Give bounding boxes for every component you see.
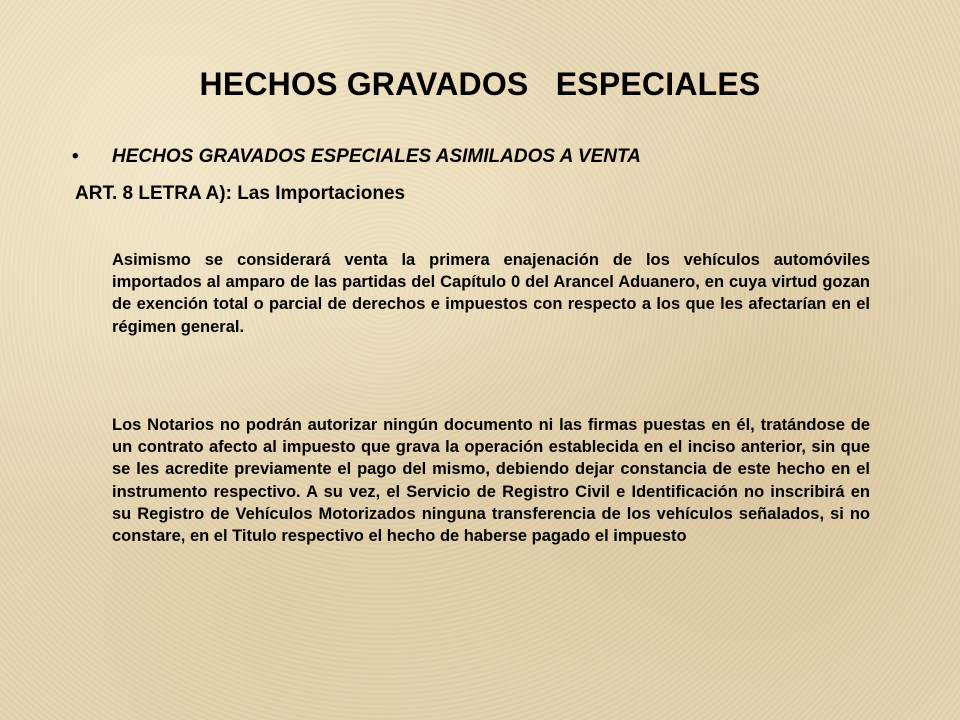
bullet-text: HECHOS GRAVADOS ESPECIALES ASIMILADOS A VENTA bbox=[112, 146, 641, 167]
bullet-marker: • bbox=[72, 146, 79, 167]
paragraph-2: Los Notarios no podrán autorizar ningún documento ni las firmas puestas en él, tratándose de un contrato afecto al impuesto que grava la operación establecida en el inciso anterior, sin que se les acredite previamente el pago del mismo, debiendo dejar constancia de este hecho en el instrumento respectivo. A su vez, el Servicio de Registro Civil e Identificación no inscribirá en su Registro de Vehículos Motorizados ninguna transferencia de los vehículos señalados, si no constare, en el Titulo respectivo el hecho de haberse pagado el impuesto bbox=[112, 416, 870, 546]
bullet-item bbox=[72, 146, 892, 168]
article-heading: ART. 8 LETRA A): Las Importaciones bbox=[75, 183, 406, 204]
paragraph-1: Asimismo se considerará venta la primera enajenación de los vehículos automóviles importados al amparo de las partidas del Capítulo 0 del Arancel Aduanero, en cuya virtud gozan de exención total o parcial de derechos e impuestos con respecto a los que les afectarían en el régimen general. bbox=[112, 251, 870, 336]
slide-title: HECHOS GRAVADOS ESPECIALES bbox=[199, 66, 761, 102]
